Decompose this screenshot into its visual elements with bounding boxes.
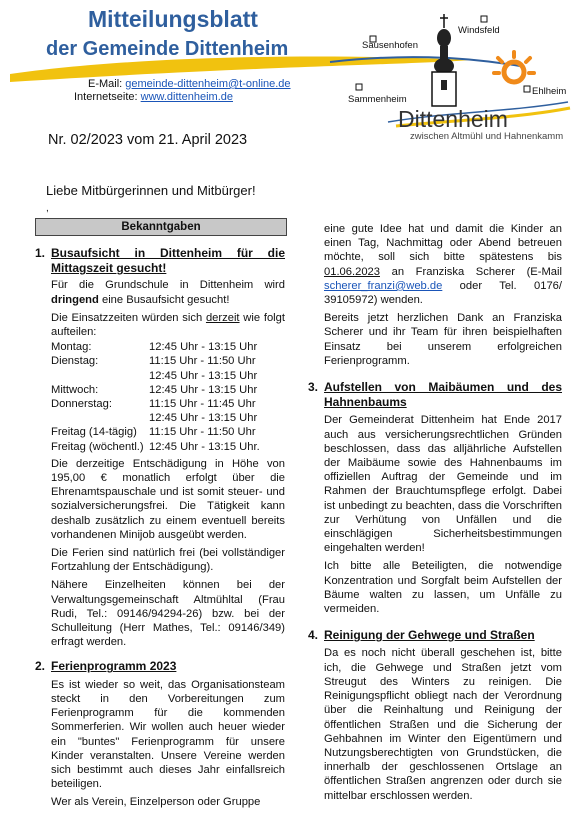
s2-paragraph-2: Wer als Verein, Einzelperson oder Gruppe: [51, 796, 261, 809]
section-3-title: Aufstellen von Maibäumen und des Hahnenbaums: [324, 380, 562, 410]
schedule-day: Dienstag:: [51, 355, 99, 368]
logo-name: Dittenheim: [398, 106, 508, 132]
schedule-row: [51, 340, 285, 354]
s2-paragraph-3: eine gute Idee hat und damit die Kinder an einen Tag, Nachmittag oder Abend betreuen möchte, soll sich bitte spätestens bis 01.06.2023 an Franziska Scherer (E-Mail scherer_franzi@web.de oder Tel. 0176/ 39105972) wenden.: [324, 223, 562, 307]
schedule-time: 12:45 Uhr - 13:15 Uhr: [149, 412, 258, 425]
schedule-time: 11:15 Uhr - 11:50 Uhr: [149, 355, 256, 368]
s2-paragraph-4: Bereits jetzt herzlichen Dank an Franziska Scherer und ihr Team für ihren beispielhaften Einsatz bei unserem erfolgreichen Ferienprogramm.: [324, 312, 562, 367]
left-column: [35, 246, 285, 814]
section-3-body: [308, 413, 562, 616]
stray-comma: ,: [46, 203, 49, 214]
schedule-table: [51, 340, 285, 454]
schedule-day: [51, 411, 149, 425]
schedule-row: [51, 383, 285, 397]
website-line: Internetseite: www.dittenheim.de: [74, 91, 233, 103]
email-link[interactable]: gemeinde-dittenheim@t-online.de: [125, 78, 291, 90]
section-2-title: Ferienprogramm 2023: [51, 659, 177, 674]
section-4-heading: 4. Reinigung der Gehwege und Straßen: [308, 628, 535, 643]
s1-paragraph-1: Für die Grundschule in Dittenheim wird dringend eine Busaufsicht gesucht!: [51, 279, 285, 306]
schedule-day: Donnerstag:: [51, 398, 112, 411]
section-4-body: [308, 646, 562, 802]
greeting: Liebe Mitbürgerinnen und Mitbürger!: [46, 183, 256, 198]
section-header-bekanntgaben: Bekanntgaben: [35, 218, 287, 236]
s4-paragraph-1: Da es noch nicht überall geschehen ist, bitte ich, die Gehwege und Straßen jetzt vom Streugut des Winters zu reinigen. Die Reinigungspflicht obliegt nach der Verordnung über die Reinhaltung und Reinigung der öffentlichen Straßen und die Sicherung der Gehbahnen im Winter den Eigentümern und Nutzungsberechtigten von Grundstücken, die innerhalb der geschlossenen Ortslage an öffentlichen Straßen angrenzen oder durch sie mittelbar erschlossen werden.: [324, 647, 562, 802]
schedule-day: Freitag (wöchentl.): [51, 440, 144, 453]
schedule-time: 12:45 Uhr - 13:15 Uhr: [149, 341, 258, 354]
schedule-day: [51, 369, 149, 383]
schedule-day: Freitag (14-tägig): [51, 426, 137, 439]
s3-paragraph-1: Der Gemeinderat Dittenheim hat Ende 2017 auch aus versicherungsrechtlichen Gründen beschlossen, dass das alljährliche Aufstellen der Maibäume sowie des Hahnenbaums im offiziellen Auftrag der Gemeinde und im Rahmen der Brauchtumspflege erfolgt. Dabei ist unbedingt zu beachten, dass die Vorschriften zur Verhütung von Unfällen und die einschlägigen Sicherheitsbestimmungen eingehalten werden!: [324, 414, 562, 555]
section-1-body: [35, 278, 285, 649]
franziska-email-link[interactable]: scherer_franzi@web.de: [324, 279, 443, 292]
s1-paragraph-3: Die derzeitige Entschädigung in Höhe von 195,00 € monatlich erfolgt über die Ehrenamtspauschale und ist somit steuer- und sozialversicherungsfrei. Die Tätigkeit kann deshalb zusätzlich zu einem eventuell bereits vorhandenen Minijob ausgeübt werden.: [51, 457, 285, 541]
schedule-row: [51, 411, 285, 425]
issue-number: Nr. 02/2023 vom 21. April 2023: [48, 132, 248, 148]
s3-paragraph-2: Ich bitte alle Beteiligten, die notwendige Konzentration und Sorgfalt beim Aufstellen der Bäume walten zu lassen, um Unfälle zu vermeiden.: [324, 560, 562, 616]
section-1-title: Busaufsicht in Dittenheim für die Mittagszeit gesucht!: [51, 246, 285, 276]
section-2-continued: [308, 222, 562, 368]
right-column: [308, 222, 562, 807]
s1-paragraph-5: Nähere Einzelheiten können bei der Verwaltungsgemeinschaft Altmühltal (Frau Rudi, Tel.: 09146/94294-26) bzw. bei der Schulleitung (Herr Mathes, Tel.: 09146/349) erfragt werden.: [51, 579, 285, 649]
schedule-row: [51, 440, 285, 454]
village-windsfeld: Windsfeld: [458, 25, 500, 36]
section-4-title: Reinigung der Gehwege und Straßen: [324, 628, 535, 643]
schedule-time: 11:15 Uhr - 11:45 Uhr: [149, 398, 256, 411]
schedule-row: [51, 369, 285, 383]
s1-paragraph-2: Die Einsatzzeiten würden sich derzeit wie folgt aufteilen:: [51, 311, 285, 339]
village-ehlheim: Ehlheim: [532, 86, 567, 97]
schedule-row: [51, 425, 285, 439]
village-sausenhofen: Sausenhofen: [362, 40, 418, 51]
schedule-time: 12:45 Uhr - 13:15 Uhr: [149, 369, 258, 382]
email-line: E-Mail: gemeinde-dittenheim@t-online.de: [88, 78, 291, 90]
municipality-logo: [348, 8, 574, 142]
section-3-heading: 3. Aufstellen von Maibäumen und des Hahnenbaums: [308, 380, 562, 410]
website-link[interactable]: www.dittenheim.de: [140, 91, 233, 103]
section-1-heading: 1. Busaufsicht in Dittenheim für die Mittagszeit gesucht!: [35, 246, 285, 276]
s2-paragraph-1: Es ist wieder so weit, das Organisationsteam steckt in den Vorbereitungen zum Ferienprogramm für die kommenden Sommerferien. Wir wollen auch heuer wieder ein "buntes" Ferienprogramm für unsere Kinder veranstalten. Unsere Vereine werden sich bestimmt auch dieses Jahr einfallsreich beteiligen.: [51, 678, 285, 791]
schedule-row: [51, 354, 285, 368]
schedule-row: [51, 397, 285, 411]
schedule-day: Montag:: [51, 341, 92, 354]
schedule-day: Mittwoch:: [51, 383, 99, 396]
masthead-subtitle: der Gemeinde Dittenheim: [46, 38, 289, 60]
schedule-time: 11:15 Uhr - 11:50 Uhr: [149, 426, 256, 439]
village-sammenheim: Sammenheim: [348, 94, 407, 105]
schedule-time: 12:45 Uhr - 13:15 Uhr: [149, 383, 258, 396]
s1-paragraph-4: Die Ferien sind natürlich frei (bei vollständiger Fortzahlung der Entschädigung).: [51, 547, 285, 574]
masthead-title: Mitteilungsblatt: [88, 6, 258, 32]
schedule-time: 12:45 Uhr - 13:15 Uhr.: [149, 440, 260, 453]
section-2-heading: 2. Ferienprogramm 2023: [35, 659, 177, 674]
logo-tagline: zwischen Altmühl und Hahnenkamm: [410, 131, 564, 142]
section-2-body: [35, 678, 285, 810]
